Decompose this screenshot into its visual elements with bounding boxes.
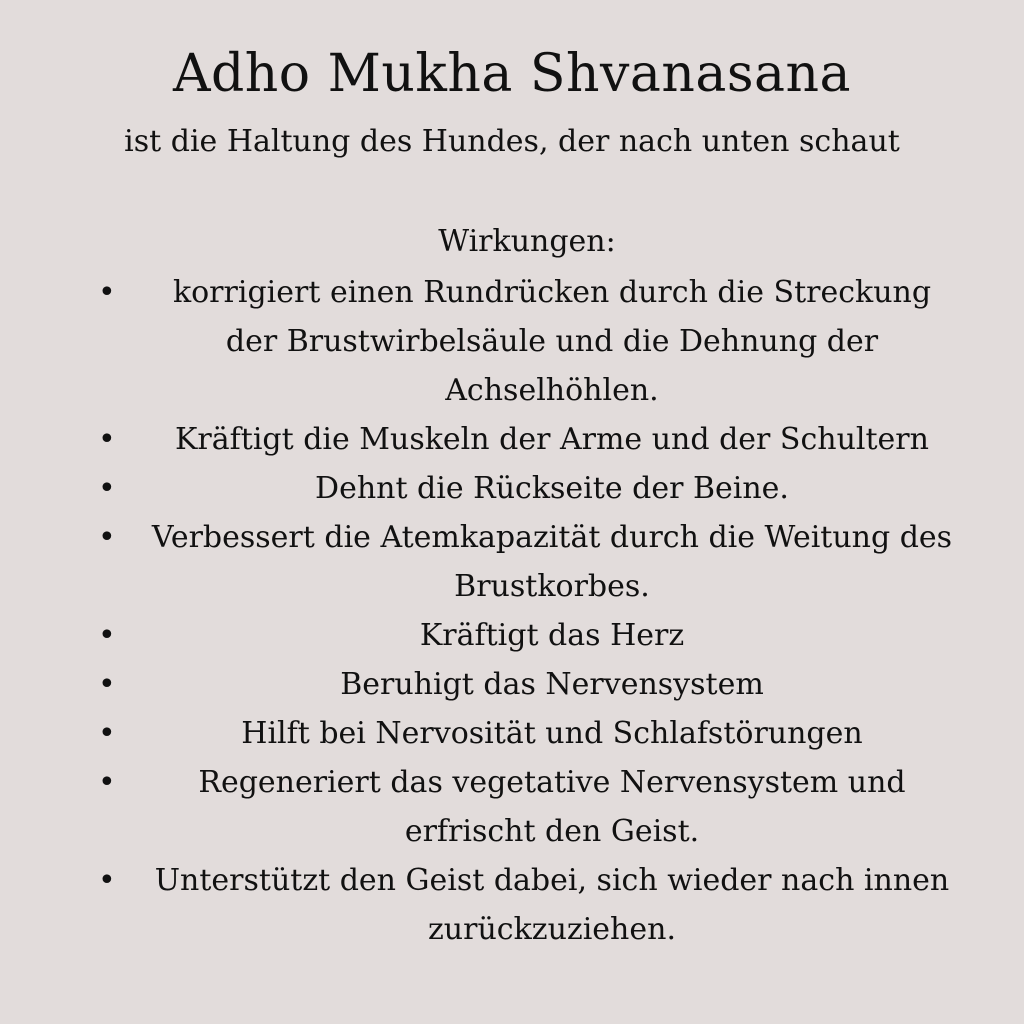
effect-text: Kräftigt das Herz	[419, 618, 685, 653]
effect-text: Kräftigt die Muskeln der Arme und der Schultern	[175, 422, 929, 457]
effect-item	[0, 856, 1024, 954]
bullet-icon: •	[98, 520, 116, 555]
effect-item	[0, 464, 1024, 513]
effect-text: Hilft bei Nervosität und Schlafstörungen	[241, 716, 863, 751]
effect-item	[0, 660, 1024, 709]
bullet-icon: •	[98, 863, 116, 898]
pose-subtitle: ist die Haltung des Hundes, der nach unten schaut	[124, 124, 900, 159]
effect-item	[0, 513, 1024, 611]
effect-item	[0, 611, 1024, 660]
bullet-icon: •	[98, 422, 116, 457]
pose-title: Adho Mukha Shvanasana	[172, 44, 852, 104]
bullet-icon: •	[98, 618, 116, 653]
effect-item	[0, 415, 1024, 464]
effects-list	[0, 268, 1024, 954]
effect-text: Verbessert die Atemkapazität durch die Weitung des Brustkorbes.	[151, 520, 953, 604]
bullet-icon: •	[98, 471, 116, 506]
bullet-icon: •	[98, 275, 116, 310]
bullet-icon: •	[98, 667, 116, 702]
effects-heading: Wirkungen:	[438, 224, 616, 259]
effect-text: Regeneriert das vegetative Nervensystem und erfrischt den Geist.	[198, 765, 906, 849]
effect-item	[0, 268, 1024, 415]
effect-item	[0, 758, 1024, 856]
effect-text: Unterstützt den Geist dabei, sich wieder nach innen zurückzuziehen.	[154, 863, 950, 947]
effect-text: Dehnt die Rückseite der Beine.	[315, 471, 789, 506]
bullet-icon: •	[98, 716, 116, 751]
bullet-icon: •	[98, 765, 116, 800]
effect-item	[0, 709, 1024, 758]
effect-text: Beruhigt das Nervensystem	[340, 667, 764, 702]
effect-text: korrigiert einen Rundrücken durch die Streckung der Brustwirbelsäule und die Dehnung der Achselhöhlen.	[172, 275, 932, 408]
